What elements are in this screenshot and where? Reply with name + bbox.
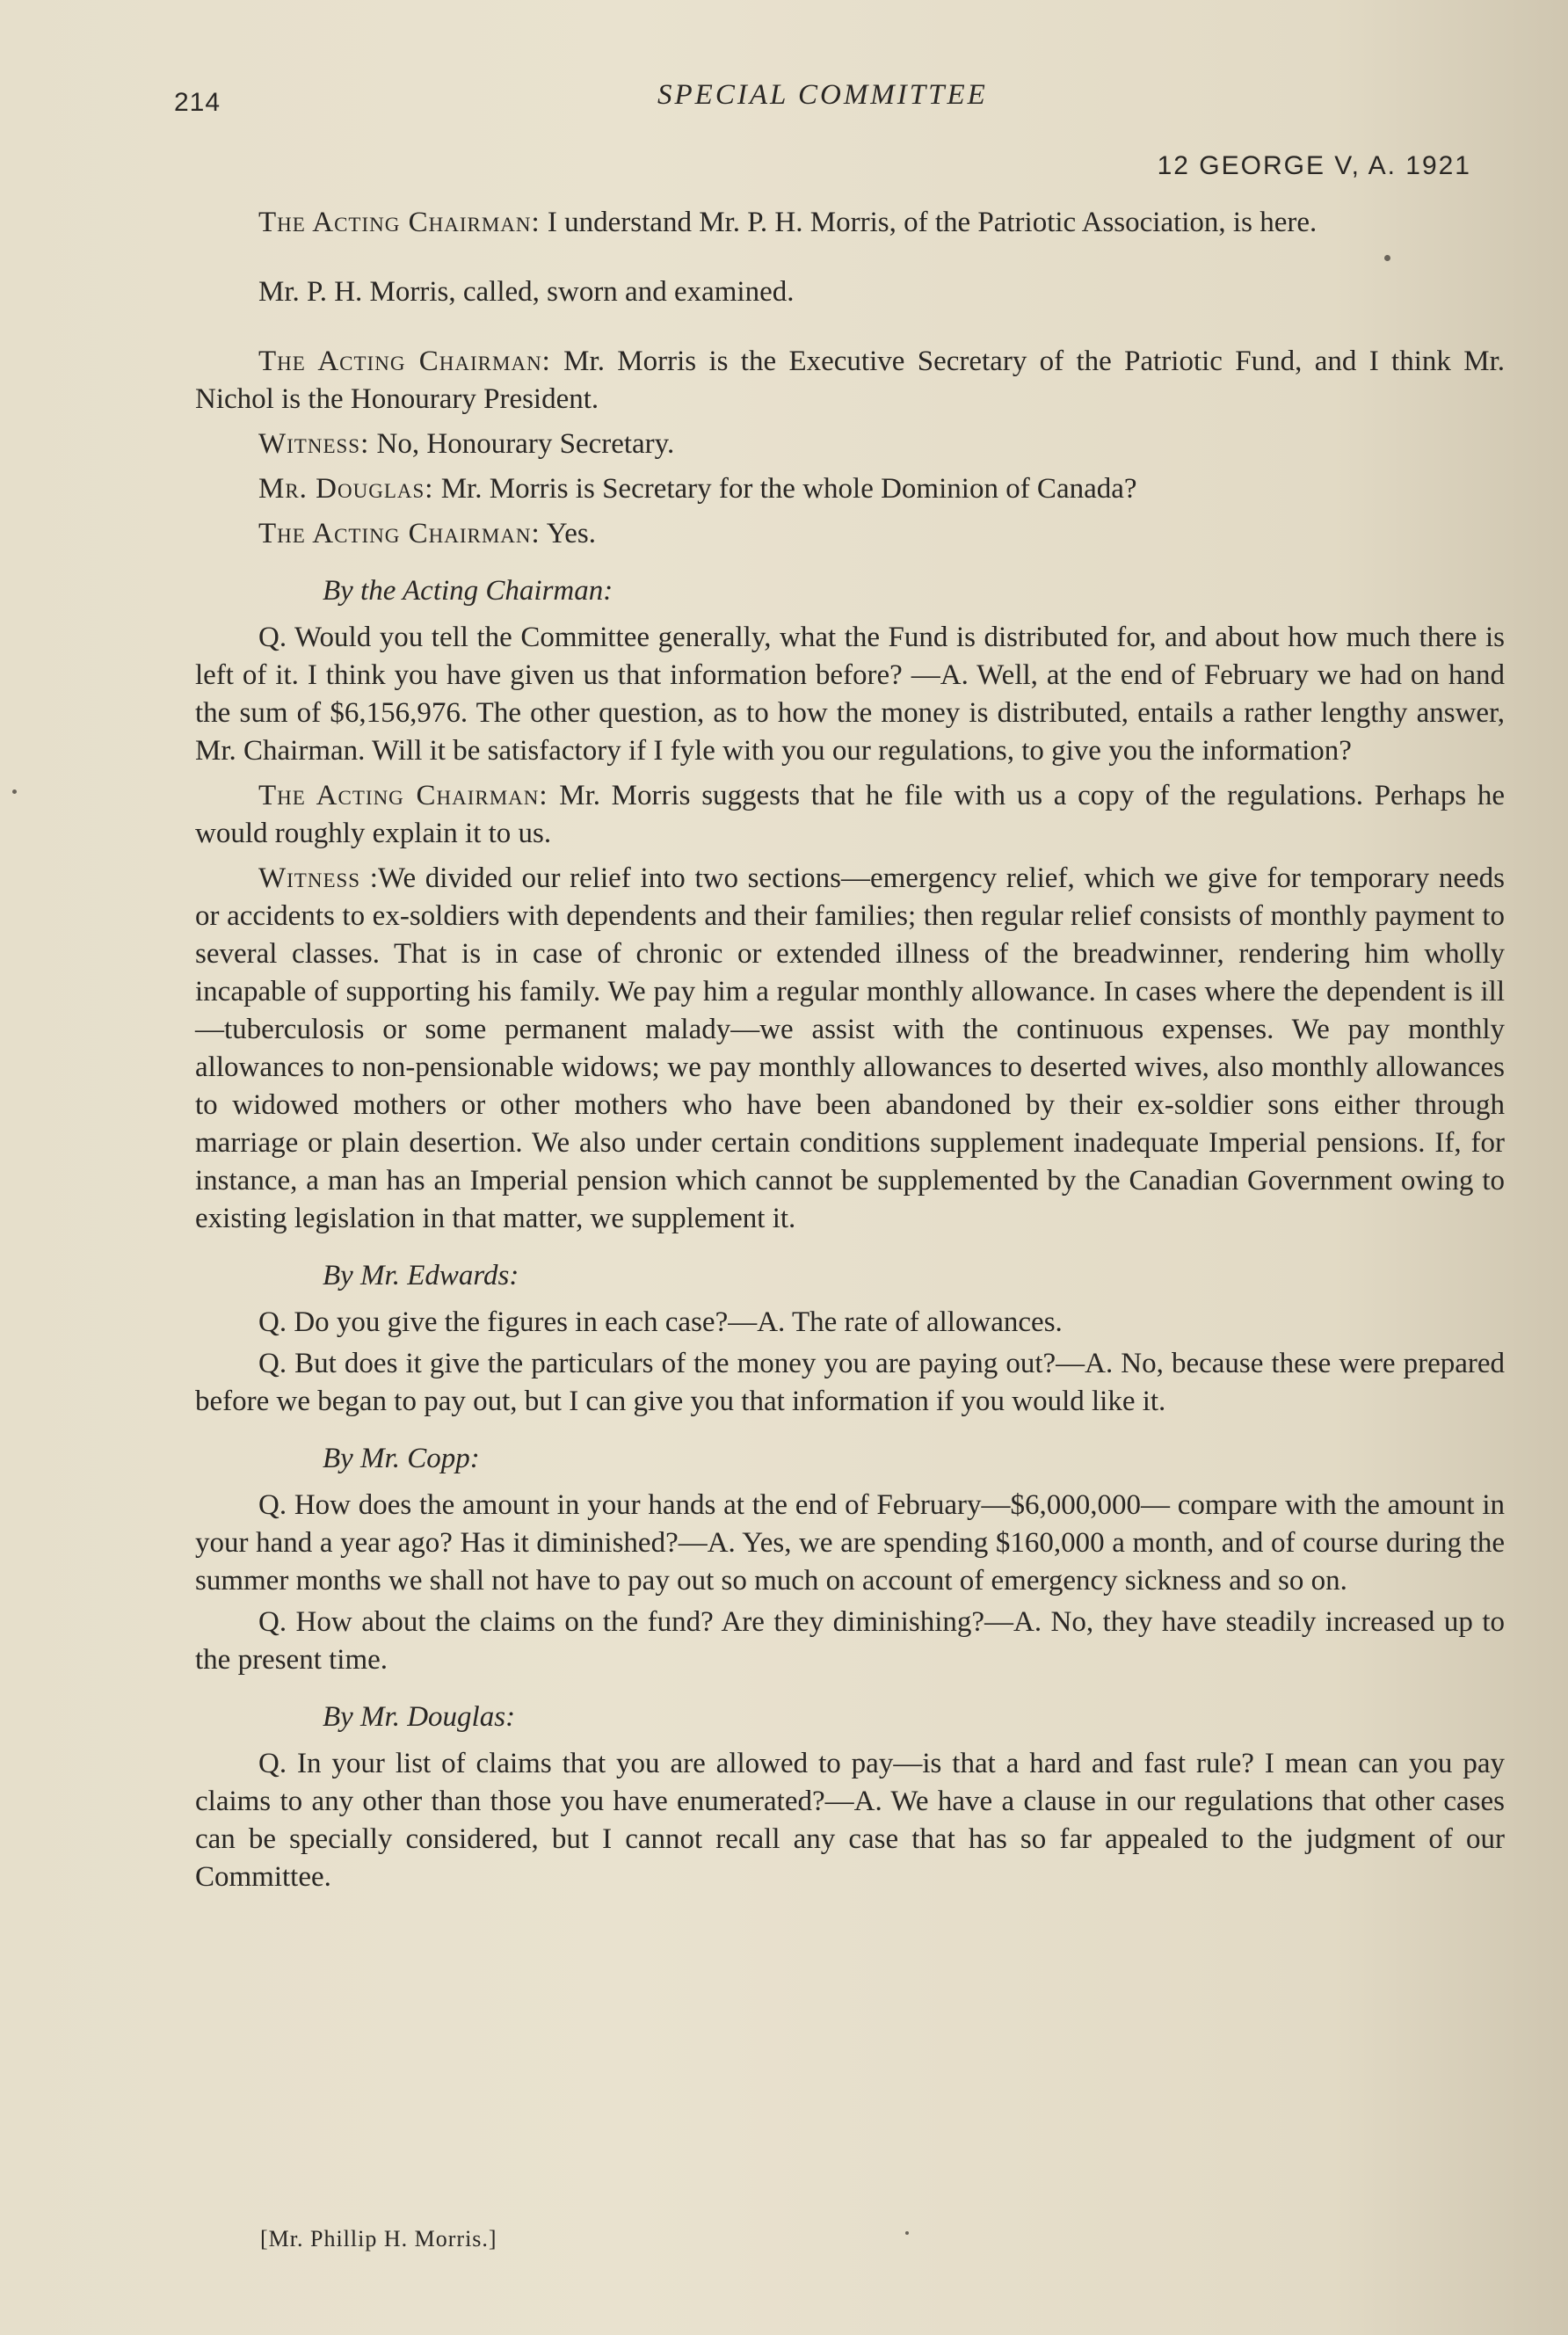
paragraph-text: Q. But does it give the particulars of the money you are paying out?—A. No, because these were prepared before we began to pay out, but I can give you that information if you would like it. <box>195 1348 1505 1417</box>
paragraph <box>195 515 1505 553</box>
speaker-label: The Acting Chairman: <box>258 780 548 811</box>
examiner-heading: By the Acting Chairman: <box>323 575 613 607</box>
session-label: 12 GEORGE V, A. 1921 <box>1157 151 1471 180</box>
body-text <box>195 204 1505 1896</box>
speaker-label: The Acting Chairman: <box>258 346 551 377</box>
ink-speck <box>1384 255 1390 261</box>
speaker-label: Mr. Douglas: <box>258 473 434 505</box>
page-number: 214 <box>174 88 221 117</box>
paragraph-text: I understand Mr. P. H. Morris, of the Patriotic Association, is here. <box>540 207 1318 238</box>
paragraph <box>195 1345 1505 1421</box>
paragraph <box>195 470 1505 508</box>
paragraph-text: :We divided our relief into two sections—emergency relief, which we give for temporary needs or accidents to ex-soldiers with dependents and their families; then regular relief consists of monthly payment to several classes. That is in case of chronic or extended illness of the breadwinner, rendering him wholly incapable of supporting his family. We pay him a regular monthly allowance. In cases where the dependent is ill—tuberculosis or some permanent malady—we assist with the continuous expenses. We pay monthly allowances to non-pensionable widows; we pay monthly allowances to deserted wives, also monthly allowances to widowed mothers or other mothers who have been abandoned by their ex-soldier sons either through marriage or plain desertion. We also under certain conditions supplement inadequate Imperial pensions. If, for instance, a man has an Imperial pension which cannot be supplemented by the Canadian Government owing to existing legislation in that matter, we supplement it. <box>195 862 1505 1234</box>
paragraph <box>195 777 1505 853</box>
examiner-heading: By Mr. Edwards: <box>323 1260 519 1291</box>
paragraph-text: Yes. <box>540 518 596 549</box>
ink-speck <box>905 2231 909 2235</box>
paragraph <box>195 343 1505 418</box>
speaker-label: The Acting Chairman: <box>258 518 541 549</box>
paragraph <box>195 1604 1505 1679</box>
speaker-label: The Acting Chairman: <box>258 207 541 238</box>
paragraph-text: Mr. Morris is the Executive Secretary of the Patriotic Fund, and I think Mr. Nichol is the Honourary President. <box>195 346 1505 415</box>
examiner-heading: By Mr. Douglas: <box>323 1701 516 1733</box>
paragraph-text: No, Honourary Secretary. <box>369 428 675 460</box>
paragraph-text: Q. In your list of claims that you are allowed to pay—is that a hard and fast rule? I mean can you pay claims to any other than those you have enumerated?—A. We have a clause in our regulations that other cases can be specially considered, but I cannot recall any case that has so far appealed to the judgment of our Committee. <box>195 1748 1505 1893</box>
paragraph <box>195 619 1505 770</box>
paragraph-text: Mr. P. H. Morris, called, sworn and examined. <box>258 276 795 308</box>
speaker-label: Witness: <box>258 428 370 460</box>
paragraph-text: Mr. Morris is Secretary for the whole Dominion of Canada? <box>433 473 1137 505</box>
paragraph <box>195 426 1505 463</box>
paragraph-text: Q. How does the amount in your hands at the end of February—$6,000,000— compare with the amount in your hand a year ago? Has it diminished?—A. Yes, we are spending $160,000 a month, and of course during the summer months we shall not have to pay out so much on account of emergency sickness and so on. <box>195 1489 1505 1597</box>
ink-speck <box>12 789 17 794</box>
paragraph <box>195 1487 1505 1600</box>
paragraph-text: Q. Would you tell the Committee generally, what the Fund is distributed for, and about how much there is left of it. I think you have given us that information before? —A. Well, at the end of February we had on hand the sum of $6,156,976. The other question, as to how the money is distributed, entails a rather lengthy answer, Mr. Chairman. Will it be satisfactory if I fyle with you our regulations, to give you the information? <box>195 622 1505 767</box>
paragraph-text: Mr. Morris suggests that he file with us a copy of the regulations. Perhaps he would roughly explain it to us. <box>195 780 1505 849</box>
running-title: SPECIAL COMMITTEE <box>657 79 988 111</box>
speaker-label: Witness <box>258 862 361 894</box>
paragraph-text: Q. How about the claims on the fund? Are they diminishing?—A. No, they have steadily increased up to the present time. <box>195 1606 1505 1676</box>
paragraph <box>195 1745 1505 1896</box>
paragraph <box>195 860 1505 1238</box>
paragraph-text: Q. Do you give the figures in each case?—A. The rate of allowances. <box>258 1306 1063 1338</box>
paragraph <box>195 204 1505 242</box>
paragraph <box>195 1304 1505 1342</box>
paragraph <box>195 273 1505 311</box>
examiner-heading: By Mr. Copp: <box>323 1443 480 1474</box>
witness-footer: [Mr. Phillip H. Morris.] <box>260 2226 497 2251</box>
